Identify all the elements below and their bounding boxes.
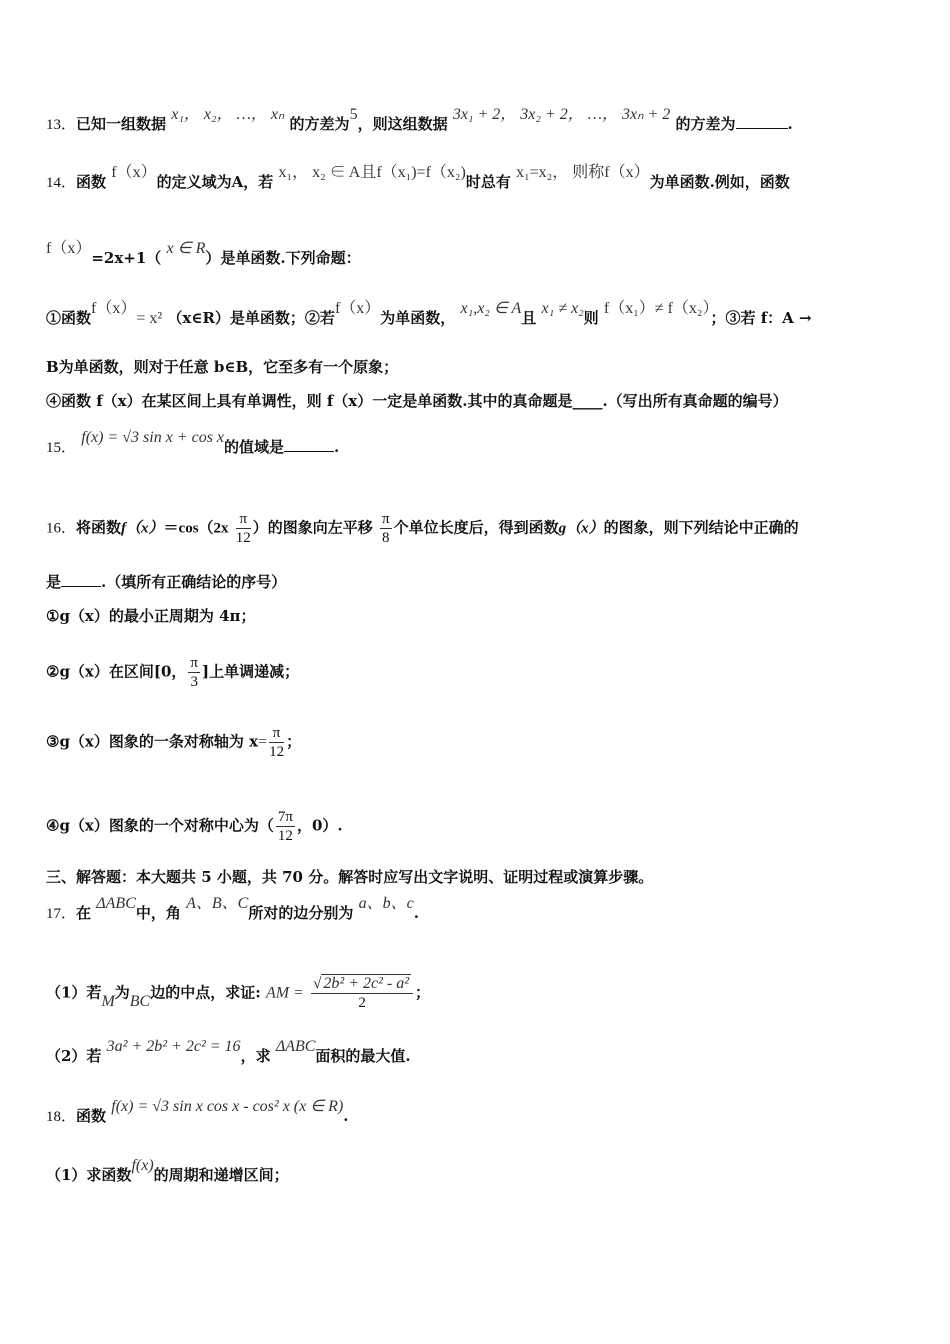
- answer-blank[interactable]: [736, 128, 788, 129]
- question-13: 13．已知一组数据 x₁， x₂， …， xₙ 的方差为5，则这组数据 3x₁ + 2， 3x₂ + 2， …， 3xₙ + 2 的方差为 .: [46, 106, 793, 133]
- question-15: 15． f(x) = √3 sin x + cos x的值域是 .: [46, 429, 340, 456]
- question-17: 17．在 ΔABC中，角 A、B、C所对的边分别为 a、b、c.: [46, 895, 419, 922]
- question-16-line-2: 是 .（填所有正确结论的序号）: [46, 573, 287, 591]
- question-17-part-1: （1）若M为BC边的中点，求证: AM = $\frac{\text{√ 2b² + 2c² - a²}}{2}$ ；: [46, 975, 431, 1011]
- question-16-line-1: 16．将函数f（x）＝cos（2x $\frac{\pi}{12}$ ）的图象向左平移 $\frac{\pi}{8}$ 个单位长度后，得到函数g（x）的图象，则下列结论中正确的: [46, 511, 799, 546]
- fraction-pi-8: $\frac{\pi}{8}$: [382, 511, 390, 546]
- answer-blank[interactable]: [284, 451, 334, 452]
- question-14-line-3: ①函数f（x）= x² （x∈R）是单函数；②若f（x）为单函数， x₁,x₂ ∈ A且 x₁ ≠ x₂则 f（x₁）≠ f（x₂）；③若 f：A →: [46, 300, 812, 327]
- math-formula: f(x) = √3 sin x + cos x: [81, 429, 225, 446]
- math-data-1: x₁， x₂， …， xₙ: [171, 106, 285, 123]
- question-14-line-5: ④函数 f（x）在某区间上具有单调性，则 f（x）一定是单函数.其中的真命题是____.（写出所有真命题的编号）: [46, 392, 788, 410]
- fraction-pi-12: $\frac{\pi}{12}$: [235, 511, 251, 546]
- question-number: 16．: [46, 520, 77, 537]
- question-number: 13．: [46, 117, 77, 133]
- option-2: ②g（x）在区间[0， $\frac{\pi}{3}$ ]上单调递减；: [46, 655, 300, 690]
- option-1: ①g（x）的最小正周期为 4π；: [46, 607, 256, 625]
- question-18-part-1: （1）求函数f(x)的周期和递增区间；: [46, 1157, 289, 1184]
- math-condition: x₁， x₂ ∈ A且f（x₁)=f（x₂): [278, 164, 466, 181]
- question-number: 14．: [46, 175, 77, 191]
- question-18: 18．函数 f(x) = √3 sin x cos x - cos² x (x ∈ R).: [46, 1098, 349, 1125]
- question-number: 17．: [46, 906, 77, 922]
- option-3: ③g（x）图象的一条对称轴为 x= $\frac{\pi}{12}$ ；: [46, 725, 302, 760]
- question-14-line-4: B为单函数，则对于任意 b∈B，它至多有一个原象；: [46, 358, 399, 376]
- fraction-am: $\frac{\text{√ 2b² + 2c² - a²}}{2}$: [311, 975, 413, 1012]
- math-conclusion: x₁=x₂， 则称f（x）: [516, 164, 650, 181]
- option-4: ④g（x）图象的一个对称中心为（ $\frac{7\pi}{12}$ ，0）.: [46, 809, 343, 844]
- question-14-line-1: 14．函数 f（x）的定义域为A，若 x₁， x₂ ∈ A且f（x₁)=f（x₂)时总有 x₁=x₂， 则称f（x）为单函数.例如，函数: [46, 164, 790, 191]
- question-17-part-2: （2）若 3a² + 2b² + 2c² = 16，求 ΔABC面积的最大值.: [46, 1038, 411, 1065]
- math-data-2: 3x₁ + 2， 3x₂ + 2， …， 3xₙ + 2: [452, 106, 671, 123]
- math-variance: 5: [349, 106, 358, 123]
- section-heading: 三、解答题：本大题共 5 小题，共 70 分。解答时应写出文字说明、证明过程或演算步骤。: [46, 868, 654, 886]
- question-number: 18．: [46, 1109, 77, 1125]
- answer-blank[interactable]: [61, 586, 101, 587]
- question-number: 15．: [46, 440, 77, 456]
- math-formula: f(x) = √3 sin x cos x - cos² x (x ∈ R): [111, 1098, 344, 1115]
- question-14-line-2: f（x）=2x+1（ x ∈ R）是单函数.下列命题：: [46, 240, 361, 267]
